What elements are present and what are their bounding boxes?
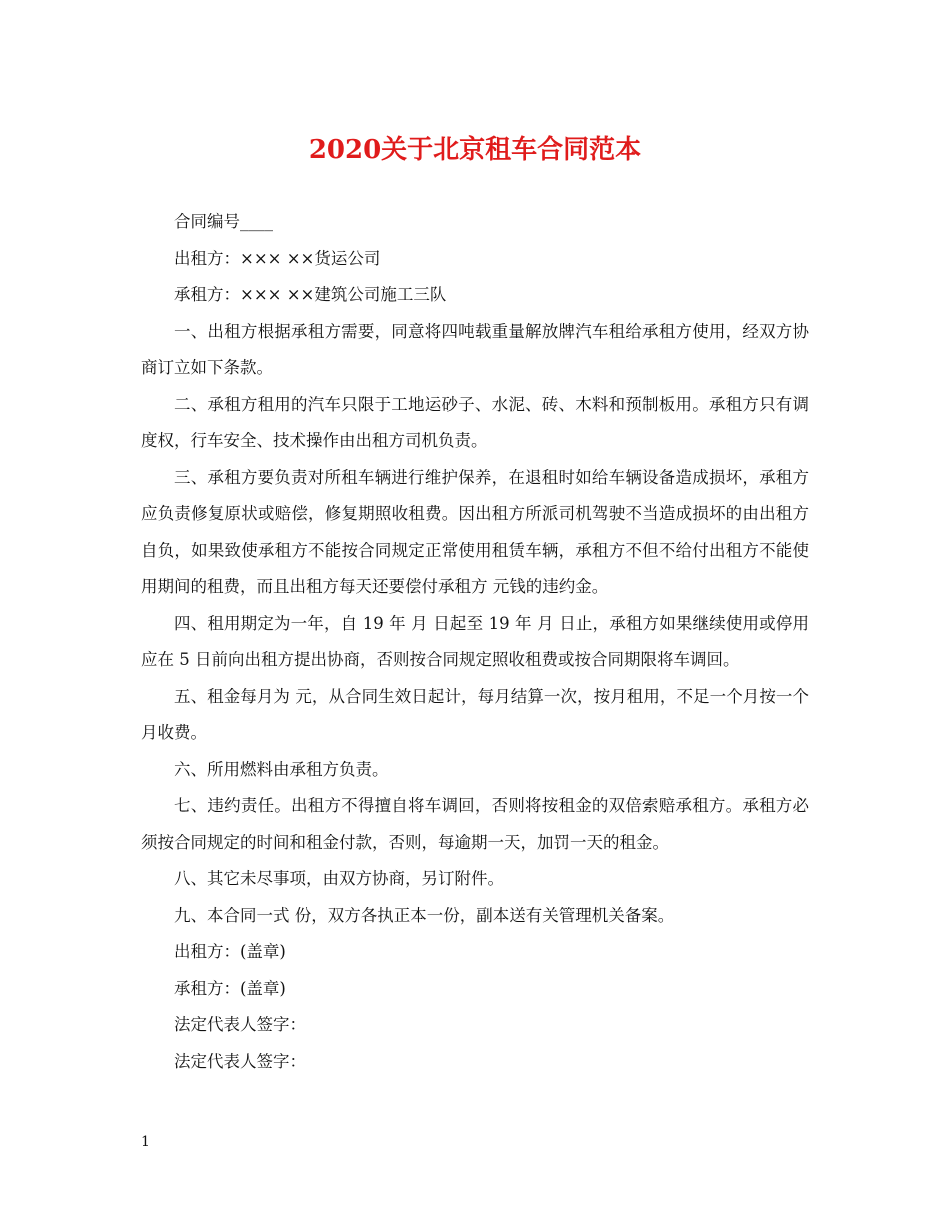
clause-6: 六、所用燃料由承租方负责。: [174, 759, 389, 779]
clause-7: 七、违约责任。出租方不得擅自将车调回，否则将按租金的双倍索赔承租方。承租方必须按合同规定的时间和租金付款，否则，每逾期一天，加罚一天的租金。: [141, 796, 809, 852]
clause-2: 二、承租方租用的汽车只限于工地运砂子、水泥、砖、木料和预制板用。承租方只有调度权，行车安全、技术操作由出租方司机负责。: [141, 394, 809, 450]
clause-8: 八、其它未尽事项，由双方协商，另订附件。: [174, 869, 504, 888]
clause-4: 四、租用期定为一年，自 19 年 月 日起至 19 年 月 日止，承租方如果继续使用或停用应在 5 日前向出租方提出协商，否则按合同规定照收租费或按合同期限将车调回。: [141, 613, 809, 669]
clause-3: 三、承租方要负责对所租车辆进行维护保养，在退租时如给车辆设备造成损坏，承租方应负责修复原状或赔偿，修复期照收租费。因出租方所派司机驾驶不当造成损坏的由出租方自负，如果致使承租方不能按合同规定正常使用租赁车辆，承租方不但不给付出租方不能使用期间的租费，而且出租方每天还要偿付承租方 元钱的违约金。: [141, 467, 809, 596]
contract-number-line: 合同编号____: [174, 212, 273, 231]
page-number: 1: [141, 1134, 150, 1150]
lessor-line: 出租方：××× ××货运公司: [174, 248, 381, 268]
lessee-line: 承租方：××× ××建筑公司施工三队: [174, 285, 447, 304]
document-body: [141, 204, 809, 1080]
legal-representative-signature-2: 法定代表人签字：: [174, 1051, 306, 1071]
clause-5: 五、租金每月为 元，从合同生效日起计，每月结算一次，按月租用，不足一个月按一个月收费。: [141, 686, 809, 742]
document-title: 2020关于北京租车合同范本: [308, 135, 642, 165]
clause-1: 一、出租方根据承租方需要，同意将四吨载重量解放牌汽车租给承租方使用，经双方协商订立如下条款。: [141, 321, 809, 377]
clause-9: 九、本合同一式 份，双方各执正本一份，副本送有关管理机关备案。: [174, 905, 675, 925]
lessor-seal-line: 出租方：(盖章): [174, 942, 286, 961]
legal-representative-signature-1: 法定代表人签字：: [174, 1015, 306, 1034]
lessee-seal-line: 承租方：(盖章): [174, 978, 286, 998]
